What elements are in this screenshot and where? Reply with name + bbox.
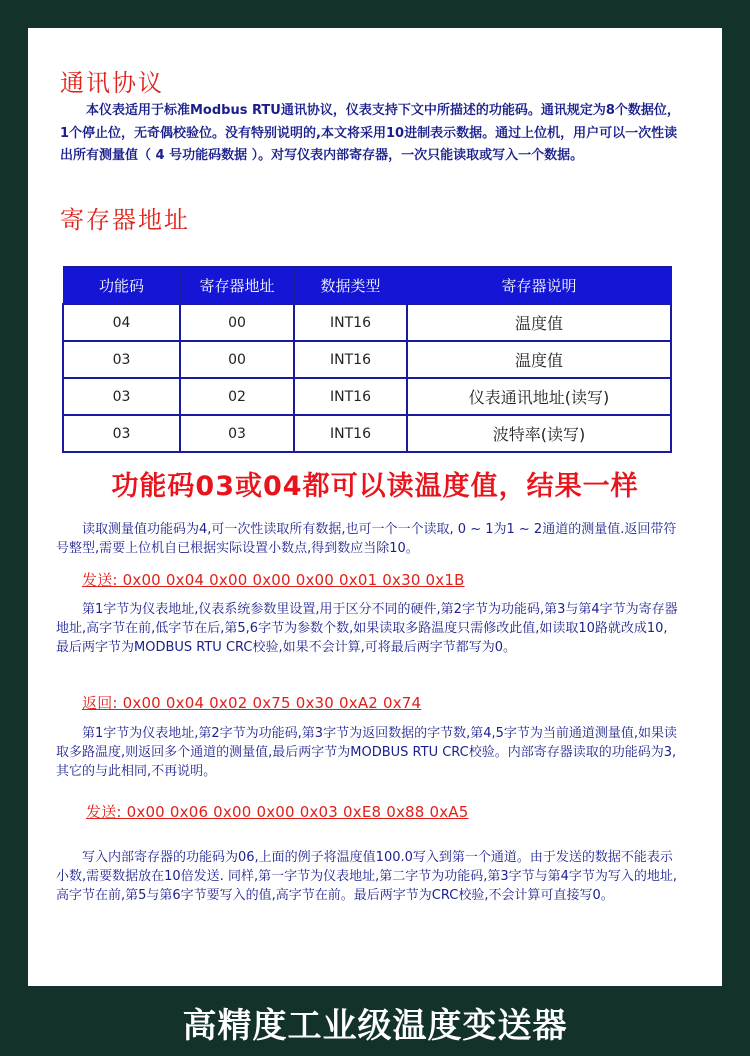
table-cell: 03 bbox=[63, 378, 180, 415]
send-command-write: 发送: 0x00 0x06 0x00 0x00 0x03 0xE8 0x88 0xA5 bbox=[86, 803, 469, 821]
table-row bbox=[63, 304, 671, 341]
table-cell: 温度值 bbox=[407, 341, 671, 378]
send-explanation-paragraph: 第1字节为仪表地址,仪表系统参数里设置,用于区分不同的硬件,第2字节为功能码,第3与第4字节为寄存器地址,高字节在前,低字节在后,第5,6字节为参数个数,如果读取多路温度只需修改此值,如读取10路就改成10,最后两字节为MODBUS RTU CRC校验,如果不会计算,可将最后两字节都写为0。 bbox=[56, 602, 678, 655]
product-title-footer: 高精度工业级温度变送器 bbox=[182, 1006, 568, 1046]
read-description-paragraph: 读取测量值功能码为4,可一次性读取所有数据,也可一个一个读取, 0 ~ 1为1 ~ 2通道的测量值.返回带符号整型,需要上位机自已根据实际设置小数点,得到数应当除10。 bbox=[56, 522, 677, 556]
table-header-cell: 寄存器地址 bbox=[180, 267, 294, 305]
table-cell: INT16 bbox=[294, 304, 407, 341]
table-header-cell: 数据类型 bbox=[294, 267, 407, 305]
table-cell: 00 bbox=[180, 341, 294, 378]
table-row bbox=[63, 415, 671, 452]
table-cell: 03 bbox=[63, 341, 180, 378]
table-cell: 03 bbox=[180, 415, 294, 452]
table-cell: INT16 bbox=[294, 415, 407, 452]
register-table bbox=[62, 266, 672, 453]
table-cell: 02 bbox=[180, 378, 294, 415]
table-cell: 波特率(读写) bbox=[407, 415, 671, 452]
section-title-register: 寄存器地址 bbox=[60, 206, 190, 234]
protocol-intro-text: 本仪表适用于标准Modbus RTU通讯协议，仪表支持下文中所描述的功能码。通讯规定为8个数据位，1个停止位，无奇偶校验位。没有特别说明的,本文将采用10进制表示数据。通过上位机，用户可以一次性读出所有测量值（ 4 号功能码数据 ）。对写仪表内部寄存器，一次只能读取或写入一个数据。 bbox=[60, 103, 680, 163]
section-title-protocol: 通讯协议 bbox=[60, 69, 164, 97]
table-cell: INT16 bbox=[294, 378, 407, 415]
table-cell: 仪表通讯地址(读写) bbox=[407, 378, 671, 415]
table-header-row bbox=[63, 267, 671, 305]
table-row bbox=[63, 341, 671, 378]
highlight-headline: 功能码03或04都可以读温度值，结果一样 bbox=[111, 471, 639, 502]
table-cell: 00 bbox=[180, 304, 294, 341]
return-explanation-paragraph: 第1字节为仪表地址,第2字节为功能码,第3字节为返回数据的字节数,第4,5字节为当前通道测量值,如果读取多路温度,则返回多个通道的测量值,最后两字节为MODBUS RTU CRC校验。内部寄存器读取的功能码为3,其它的与此相同,不再说明。 bbox=[56, 726, 678, 779]
return-command: 返回: 0x00 0x04 0x02 0x75 0x30 0xA2 0x74 bbox=[82, 694, 422, 712]
table-header-cell: 寄存器说明 bbox=[407, 267, 671, 305]
send-command-read: 发送: 0x00 0x04 0x00 0x00 0x00 0x01 0x30 0x1B bbox=[82, 571, 465, 589]
table-cell: 03 bbox=[63, 415, 180, 452]
table-cell: 温度值 bbox=[407, 304, 671, 341]
table-cell: 04 bbox=[63, 304, 180, 341]
write-explanation-paragraph: 写入内部寄存器的功能码为06,上面的例子将温度值100.0写入到第一个通道。由于发送的数据不能表示小数,需要数据放在10倍发送. 同样,第一字节为仪表地址,第二字节为功能码,第3字节与第4字节为写入的地址,高字节在前,第5与第6字节要写入的值,高字节在前。最后两字节为CRC校验,不会计算可直接写0。 bbox=[56, 850, 678, 903]
table-row bbox=[63, 378, 671, 415]
document-page bbox=[28, 28, 722, 986]
table-cell: INT16 bbox=[294, 341, 407, 378]
table-header-cell: 功能码 bbox=[63, 267, 180, 305]
